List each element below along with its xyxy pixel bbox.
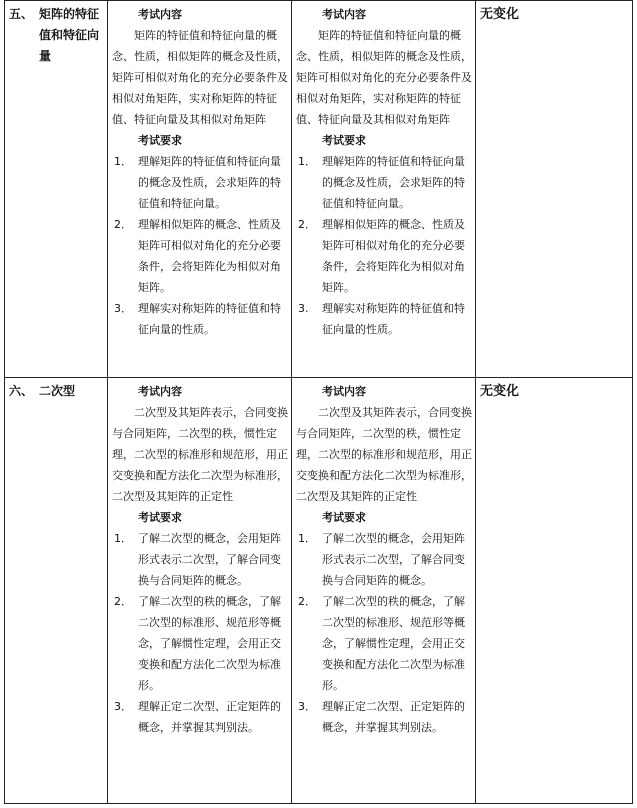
list-item: 3． 理解实对称矩阵的特征值和特征向量的性质。: [114, 302, 281, 336]
section-cell: [5, 378, 108, 804]
requirements-heading: 考试要求: [322, 134, 366, 147]
section-title: 二次型: [39, 384, 76, 398]
table-row: [5, 1, 633, 378]
new-syllabus-cell: [292, 378, 476, 804]
list-item: 2． 了解二次型的秩的概念，了解二次型的标准形、规范形等概念，了解惯性定理，会用正交变换和配方法化二次型为标准形。: [298, 595, 465, 692]
requirements-heading: 考试要求: [322, 511, 366, 524]
requirements-list: [296, 151, 472, 340]
content-text: 矩阵的特征值和特征向量的概念、性质，相似矩阵的概念及性质，矩阵可相似对角化的充分必要条件及相似对角矩阵，实对称矩阵的特征值、特征向量及其相似对角矩阵: [296, 29, 472, 126]
list-item: 3． 理解正定二次型、正定矩阵的概念，并掌握其判别法。: [114, 700, 281, 734]
content-heading: 考试内容: [138, 385, 182, 398]
requirements-list: [296, 528, 472, 738]
list-item: 1． 了解二次型的概念，会用矩阵形式表示二次型，了解合同变换与合同矩阵的概念。: [298, 532, 465, 587]
table-row: [5, 378, 633, 804]
old-syllabus-cell: [108, 1, 292, 378]
list-item: 2． 了解二次型的秩的概念，了解二次型的标准形、规范形等概念，了解惯性定理，会用正交变换和配方法化二次型为标准形。: [114, 595, 281, 692]
list-item: 3． 理解正定二次型、正定矩阵的概念，并掌握其判别法。: [298, 700, 465, 734]
list-item: 2． 理解相似矩阵的概念、性质及矩阵可相似对角化的充分必要条件，会将矩阵化为相似对角矩阵。: [298, 218, 465, 294]
status-text: 无变化: [480, 384, 520, 399]
requirements-heading: 考试要求: [138, 511, 182, 524]
list-item: 1． 理解矩阵的特征值和特征向量的概念及性质，会求矩阵的特征值和特征向量。: [114, 155, 281, 210]
requirements-list: [112, 151, 288, 340]
requirements-list: [112, 528, 288, 738]
list-item: 1． 了解二次型的概念，会用矩阵形式表示二次型，了解合同变换与合同矩阵的概念。: [114, 532, 281, 587]
list-item: 2． 理解相似矩阵的概念、性质及矩阵可相似对角化的充分必要条件，会将矩阵化为相似对角矩阵。: [114, 218, 281, 294]
syllabus-comparison-table: [4, 0, 633, 804]
section-number: 五、: [9, 7, 34, 21]
section-number: 六、: [9, 384, 34, 398]
requirements-heading: 考试要求: [138, 134, 182, 147]
content-text: 二次型及其矩阵表示，合同变换与合同矩阵，二次型的秩，惯性定理，二次型的标准形和规范形，用正交变换和配方法化二次型为标准形，二次型及其矩阵的正定性: [112, 406, 288, 503]
content-text: 二次型及其矩阵表示，合同变换与合同矩阵，二次型的秩，惯性定理，二次型的标准形和规范形，用正交变换和配方法化二次型为标准形，二次型及其矩阵的正定性: [296, 406, 472, 503]
content-heading: 考试内容: [138, 8, 182, 21]
status-cell: [476, 378, 633, 804]
content-text: 矩阵的特征值和特征向量的概念、性质，相似矩阵的概念及性质，矩阵可相似对角化的充分必要条件及相似对角矩阵，实对称矩阵的特征值、特征向量及其相似对角矩阵: [112, 29, 288, 126]
status-text: 无变化: [480, 7, 520, 22]
new-syllabus-cell: [292, 1, 476, 378]
status-cell: [476, 1, 633, 378]
list-item: 1． 理解矩阵的特征值和特征向量的概念及性质，会求矩阵的特征值和特征向量。: [298, 155, 465, 210]
old-syllabus-cell: [108, 378, 292, 804]
list-item: 3. 理解实对称矩阵的特征值和特征向量的性质。: [298, 302, 465, 336]
content-heading: 考试内容: [322, 385, 366, 398]
section-cell: [5, 1, 108, 378]
content-heading: 考试内容: [322, 8, 366, 21]
section-title: 矩阵的特征值和特征向量: [39, 7, 100, 63]
